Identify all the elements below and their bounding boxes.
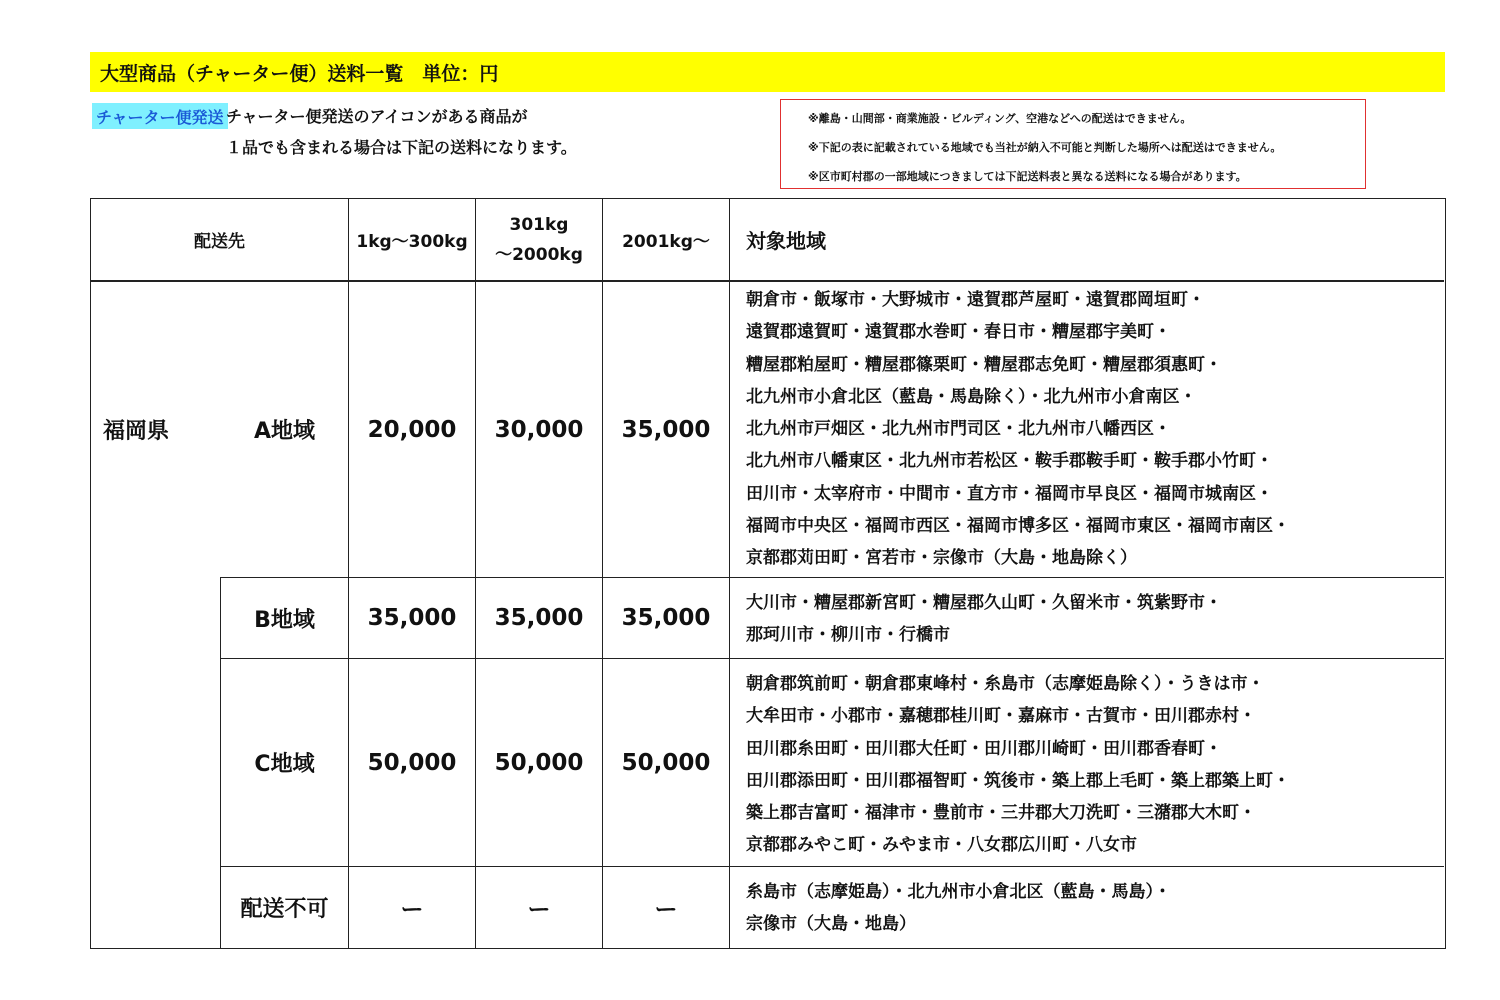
column-divider bbox=[729, 199, 730, 948]
area-line: 田川郡糸田町・田川郡大任町・田川郡川崎町・田川郡香春町・ bbox=[746, 738, 1222, 759]
area-line: 那珂川市・柳川市・行橋市 bbox=[746, 625, 950, 646]
price-b-1: 35,000 bbox=[367, 605, 457, 631]
area-line: 宗像市（大島・地島） bbox=[746, 914, 916, 935]
region-a-areas bbox=[746, 284, 1290, 575]
notice-line: ※区市町村郡の一部地域につきましては下記送料表と異なる送料になる場合があります。 bbox=[808, 170, 1247, 183]
area-line: 大牟田市・小郡市・嘉穂郡桂川町・嘉麻市・古賀市・田川郡赤村・ bbox=[746, 706, 1256, 727]
notice-line: ※下記の表に記載されている地域でも当社が納入不可能と判断した場所へは配送はできません。 bbox=[808, 141, 1282, 154]
header-weight-1: 1kg〜300kg bbox=[356, 232, 468, 252]
area-line: 糟屋郡粕屋町・糟屋郡篠栗町・糟屋郡志免町・糟屋郡須惠町・ bbox=[746, 354, 1222, 375]
area-line: 田川市・太宰府市・中間市・直方市・福岡市早良区・福岡市城南区・ bbox=[746, 483, 1273, 504]
area-line: 遠賀郡遠賀町・遠賀郡水巻町・春日市・糟屋郡宇美町・ bbox=[746, 322, 1171, 343]
header-destination: 配送先 bbox=[194, 232, 245, 252]
price-b-3: 35,000 bbox=[621, 605, 711, 631]
area-line: 京都郡苅田町・宮若市・宗像市（大島・地島除く） bbox=[746, 548, 1137, 569]
intro-text-line-2: １品でも含まれる場合は下記の送料になります。 bbox=[226, 138, 577, 157]
price-b-2: 35,000 bbox=[494, 605, 584, 631]
price-a-3: 35,000 bbox=[621, 416, 711, 443]
region-c-areas bbox=[746, 668, 1290, 862]
area-line: 北九州市戸畑区・北九州市門司区・北九州市八幡西区・ bbox=[746, 419, 1171, 440]
undeliverable-price-3: ー bbox=[654, 897, 678, 923]
intro-text-line-1: チャーター便発送のアイコンがある商品が bbox=[226, 107, 528, 126]
header-weight-2 bbox=[476, 199, 602, 280]
area-line: 北九州市小倉北区（藍島・馬島除く）・北九州市小倉南区・ bbox=[746, 386, 1197, 407]
price-c-2: 50,000 bbox=[494, 749, 584, 776]
notice-line: ※離島・山間部・商業施設・ビルディング、空港などへの配送はできません。 bbox=[808, 112, 1192, 125]
undeliverable-label: 配送不可 bbox=[240, 897, 329, 922]
price-c-1: 50,000 bbox=[367, 749, 457, 776]
area-line: 北九州市八幡東区・北九州市若松区・鞍手郡鞍手町・鞍手郡小竹町・ bbox=[746, 451, 1273, 472]
undeliverable-price-2: ー bbox=[527, 897, 551, 923]
area-line: 糸島市（志摩姫島）・北九州市小倉北区（藍島・馬島）・ bbox=[746, 882, 1171, 902]
undeliverable-price-1: ー bbox=[400, 897, 424, 923]
header-weight-2-line-1: 301kg bbox=[509, 214, 569, 235]
header-target-areas: 対象地域 bbox=[746, 229, 826, 253]
region-a-label: A地域 bbox=[253, 419, 316, 444]
undeliverable-areas bbox=[746, 876, 1171, 941]
shipping-rate-table bbox=[90, 198, 1446, 949]
notice-box bbox=[780, 99, 1366, 189]
region-c-label: C地域 bbox=[254, 752, 315, 777]
prefecture-label: 福岡県 bbox=[103, 418, 170, 444]
area-line: 田川郡添田町・田川郡福智町・筑後市・築上郡上毛町・築上郡築上町・ bbox=[746, 770, 1290, 791]
area-line: 大川市・糟屋郡新宮町・糟屋郡久山町・久留米市・筑紫野市・ bbox=[746, 593, 1222, 613]
price-a-1: 20,000 bbox=[367, 416, 457, 443]
charter-delivery-badge: チャーター便発送 bbox=[92, 103, 228, 129]
area-line: 京都郡みやこ町・みやま市・八女郡広川町・八女市 bbox=[746, 835, 1137, 856]
area-line: 朝倉郡筑前町・朝倉郡東峰村・糸島市（志摩姫島除く）・うきは市・ bbox=[746, 674, 1265, 694]
header-weight-3: 2001kg〜 bbox=[622, 232, 710, 252]
header-weight-2-line-2: 〜2000kg bbox=[495, 244, 583, 265]
area-line: 福岡市中央区・福岡市西区・福岡市博多区・福岡市東区・福岡市南区・ bbox=[746, 516, 1290, 537]
region-b-areas bbox=[746, 587, 1222, 652]
price-c-3: 50,000 bbox=[621, 749, 711, 776]
area-line: 築上郡吉富町・福津市・豊前市・三井郡大刀洗町・三潴郡大木町・ bbox=[746, 803, 1256, 824]
region-b-label: B地域 bbox=[254, 607, 315, 633]
page-title: 大型商品（チャーター便）送料一覧 単位：円 bbox=[90, 52, 1445, 92]
price-a-2: 30,000 bbox=[494, 416, 584, 443]
area-line: 朝倉市・飯塚市・大野城市・遠賀郡芦屋町・遠賀郡岡垣町・ bbox=[746, 290, 1205, 310]
